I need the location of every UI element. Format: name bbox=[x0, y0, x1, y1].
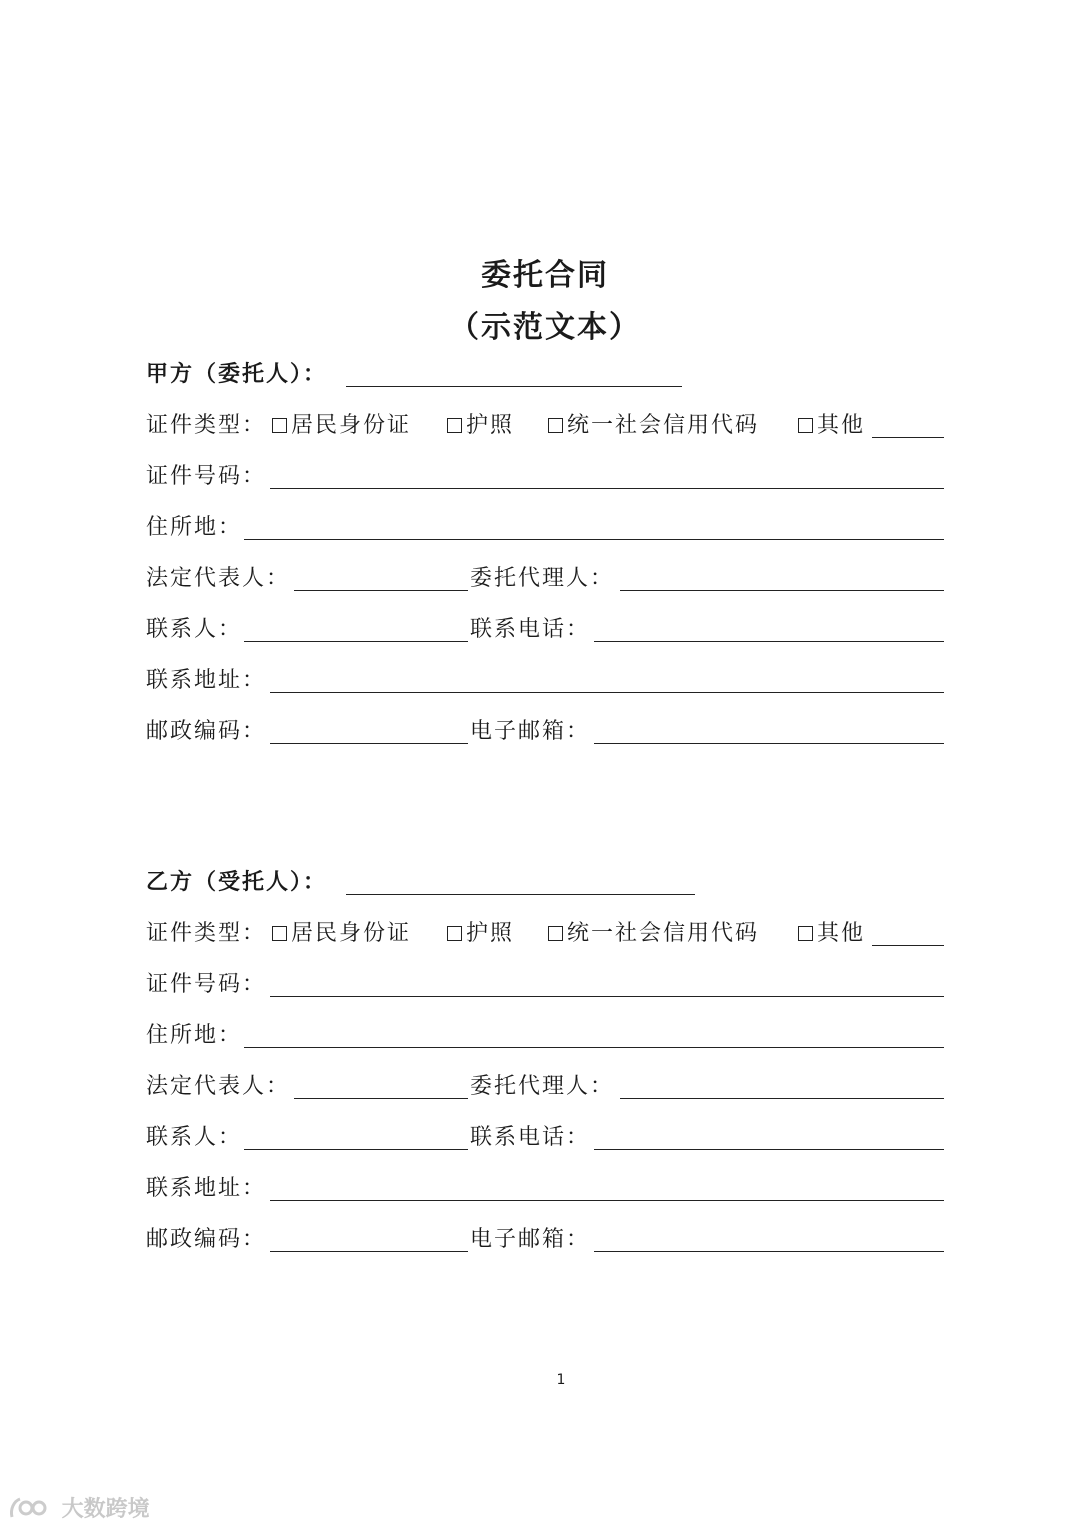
postcode-label: 邮政编码： bbox=[146, 719, 267, 744]
party-a-heading-row bbox=[146, 358, 946, 392]
id-number-field[interactable] bbox=[270, 488, 944, 489]
checkbox-icon[interactable] bbox=[798, 418, 813, 433]
checkbox-icon[interactable] bbox=[798, 926, 813, 941]
postcode-field[interactable] bbox=[270, 1251, 468, 1252]
id-number-field[interactable] bbox=[270, 996, 944, 997]
phone-field[interactable] bbox=[594, 1149, 944, 1150]
checkbox-icon[interactable] bbox=[447, 926, 462, 941]
party-b-rep-row bbox=[146, 1070, 946, 1104]
party-a-contact-address-row bbox=[146, 664, 946, 698]
party-a-heading: 甲方（委托人）： bbox=[146, 362, 328, 387]
party-a-rep-row bbox=[146, 562, 946, 596]
agent-field[interactable] bbox=[620, 1098, 944, 1099]
party-b-name-field[interactable] bbox=[346, 894, 695, 895]
phone-label: 联系电话： bbox=[470, 1125, 591, 1150]
checkbox-icon[interactable] bbox=[272, 418, 287, 433]
party-a-contact-row bbox=[146, 613, 946, 647]
party-b-address-row bbox=[146, 1019, 946, 1053]
party-a-postcode-row bbox=[146, 715, 946, 749]
option-credit-code[interactable]: 统一社会信用代码 bbox=[548, 409, 759, 443]
page-number: 1 bbox=[556, 1372, 566, 1388]
postcode-label: 邮政编码： bbox=[146, 1227, 267, 1252]
contact-field[interactable] bbox=[244, 641, 468, 642]
party-b-contact-address-row bbox=[146, 1172, 946, 1206]
party-b-heading-row bbox=[146, 866, 946, 900]
agent-label: 委托代理人： bbox=[470, 1074, 615, 1099]
option-credit-code[interactable]: 统一社会信用代码 bbox=[548, 917, 759, 951]
contact-label: 联系人： bbox=[146, 1125, 243, 1150]
contact-address-label: 联系地址： bbox=[146, 668, 267, 693]
party-a-name-field[interactable] bbox=[346, 386, 682, 387]
email-field[interactable] bbox=[594, 1251, 944, 1252]
contact-field[interactable] bbox=[244, 1149, 468, 1150]
legal-rep-field[interactable] bbox=[294, 590, 468, 591]
address-label: 住所地： bbox=[146, 515, 243, 540]
phone-field[interactable] bbox=[594, 641, 944, 642]
contact-address-field[interactable] bbox=[270, 1200, 944, 1201]
legal-rep-field[interactable] bbox=[294, 1098, 468, 1099]
other-field[interactable] bbox=[872, 945, 944, 946]
checkbox-icon[interactable] bbox=[272, 926, 287, 941]
legal-rep-label: 法定代表人： bbox=[146, 1074, 291, 1099]
id-number-label: 证件号码： bbox=[146, 972, 267, 997]
watermark-text: 大数跨境 bbox=[61, 1497, 150, 1522]
party-a-address-row bbox=[146, 511, 946, 545]
email-label: 电子邮箱： bbox=[470, 719, 591, 744]
phone-label: 联系电话： bbox=[470, 617, 591, 642]
party-b-id-type-row bbox=[146, 917, 946, 951]
option-other[interactable]: 其他 bbox=[798, 409, 865, 443]
watermark-logo-icon bbox=[8, 1495, 48, 1521]
watermark bbox=[8, 1492, 150, 1522]
option-passport[interactable]: 护照 bbox=[447, 917, 514, 951]
address-field[interactable] bbox=[244, 539, 944, 540]
other-field[interactable] bbox=[872, 437, 944, 438]
party-a-id-type-row bbox=[146, 409, 946, 443]
contact-address-field[interactable] bbox=[270, 692, 944, 693]
document-subtitle: （示范文本） bbox=[449, 310, 641, 345]
legal-rep-label: 法定代表人： bbox=[146, 566, 291, 591]
party-b-heading: 乙方（受托人）： bbox=[146, 870, 328, 895]
party-a-id-number-row bbox=[146, 460, 946, 494]
option-resident-id[interactable]: 居民身份证 bbox=[272, 409, 411, 443]
checkbox-icon[interactable] bbox=[447, 418, 462, 433]
document-title: 委托合同 bbox=[481, 258, 609, 293]
contact-label: 联系人： bbox=[146, 617, 243, 642]
option-resident-id[interactable]: 居民身份证 bbox=[272, 917, 411, 951]
party-b-contact-row bbox=[146, 1121, 946, 1155]
contact-address-label: 联系地址： bbox=[146, 1176, 267, 1201]
checkbox-icon[interactable] bbox=[548, 418, 563, 433]
address-label: 住所地： bbox=[146, 1023, 243, 1048]
option-passport[interactable]: 护照 bbox=[447, 409, 514, 443]
email-field[interactable] bbox=[594, 743, 944, 744]
email-label: 电子邮箱： bbox=[470, 1227, 591, 1252]
checkbox-icon[interactable] bbox=[548, 926, 563, 941]
party-b-postcode-row bbox=[146, 1223, 946, 1257]
address-field[interactable] bbox=[244, 1047, 944, 1048]
id-number-label: 证件号码： bbox=[146, 464, 267, 489]
agent-field[interactable] bbox=[620, 590, 944, 591]
id-type-label: 证件类型： bbox=[146, 921, 267, 946]
party-b-id-number-row bbox=[146, 968, 946, 1002]
id-type-label: 证件类型： bbox=[146, 413, 267, 438]
postcode-field[interactable] bbox=[270, 743, 468, 744]
agent-label: 委托代理人： bbox=[470, 566, 615, 591]
option-other[interactable]: 其他 bbox=[798, 917, 865, 951]
